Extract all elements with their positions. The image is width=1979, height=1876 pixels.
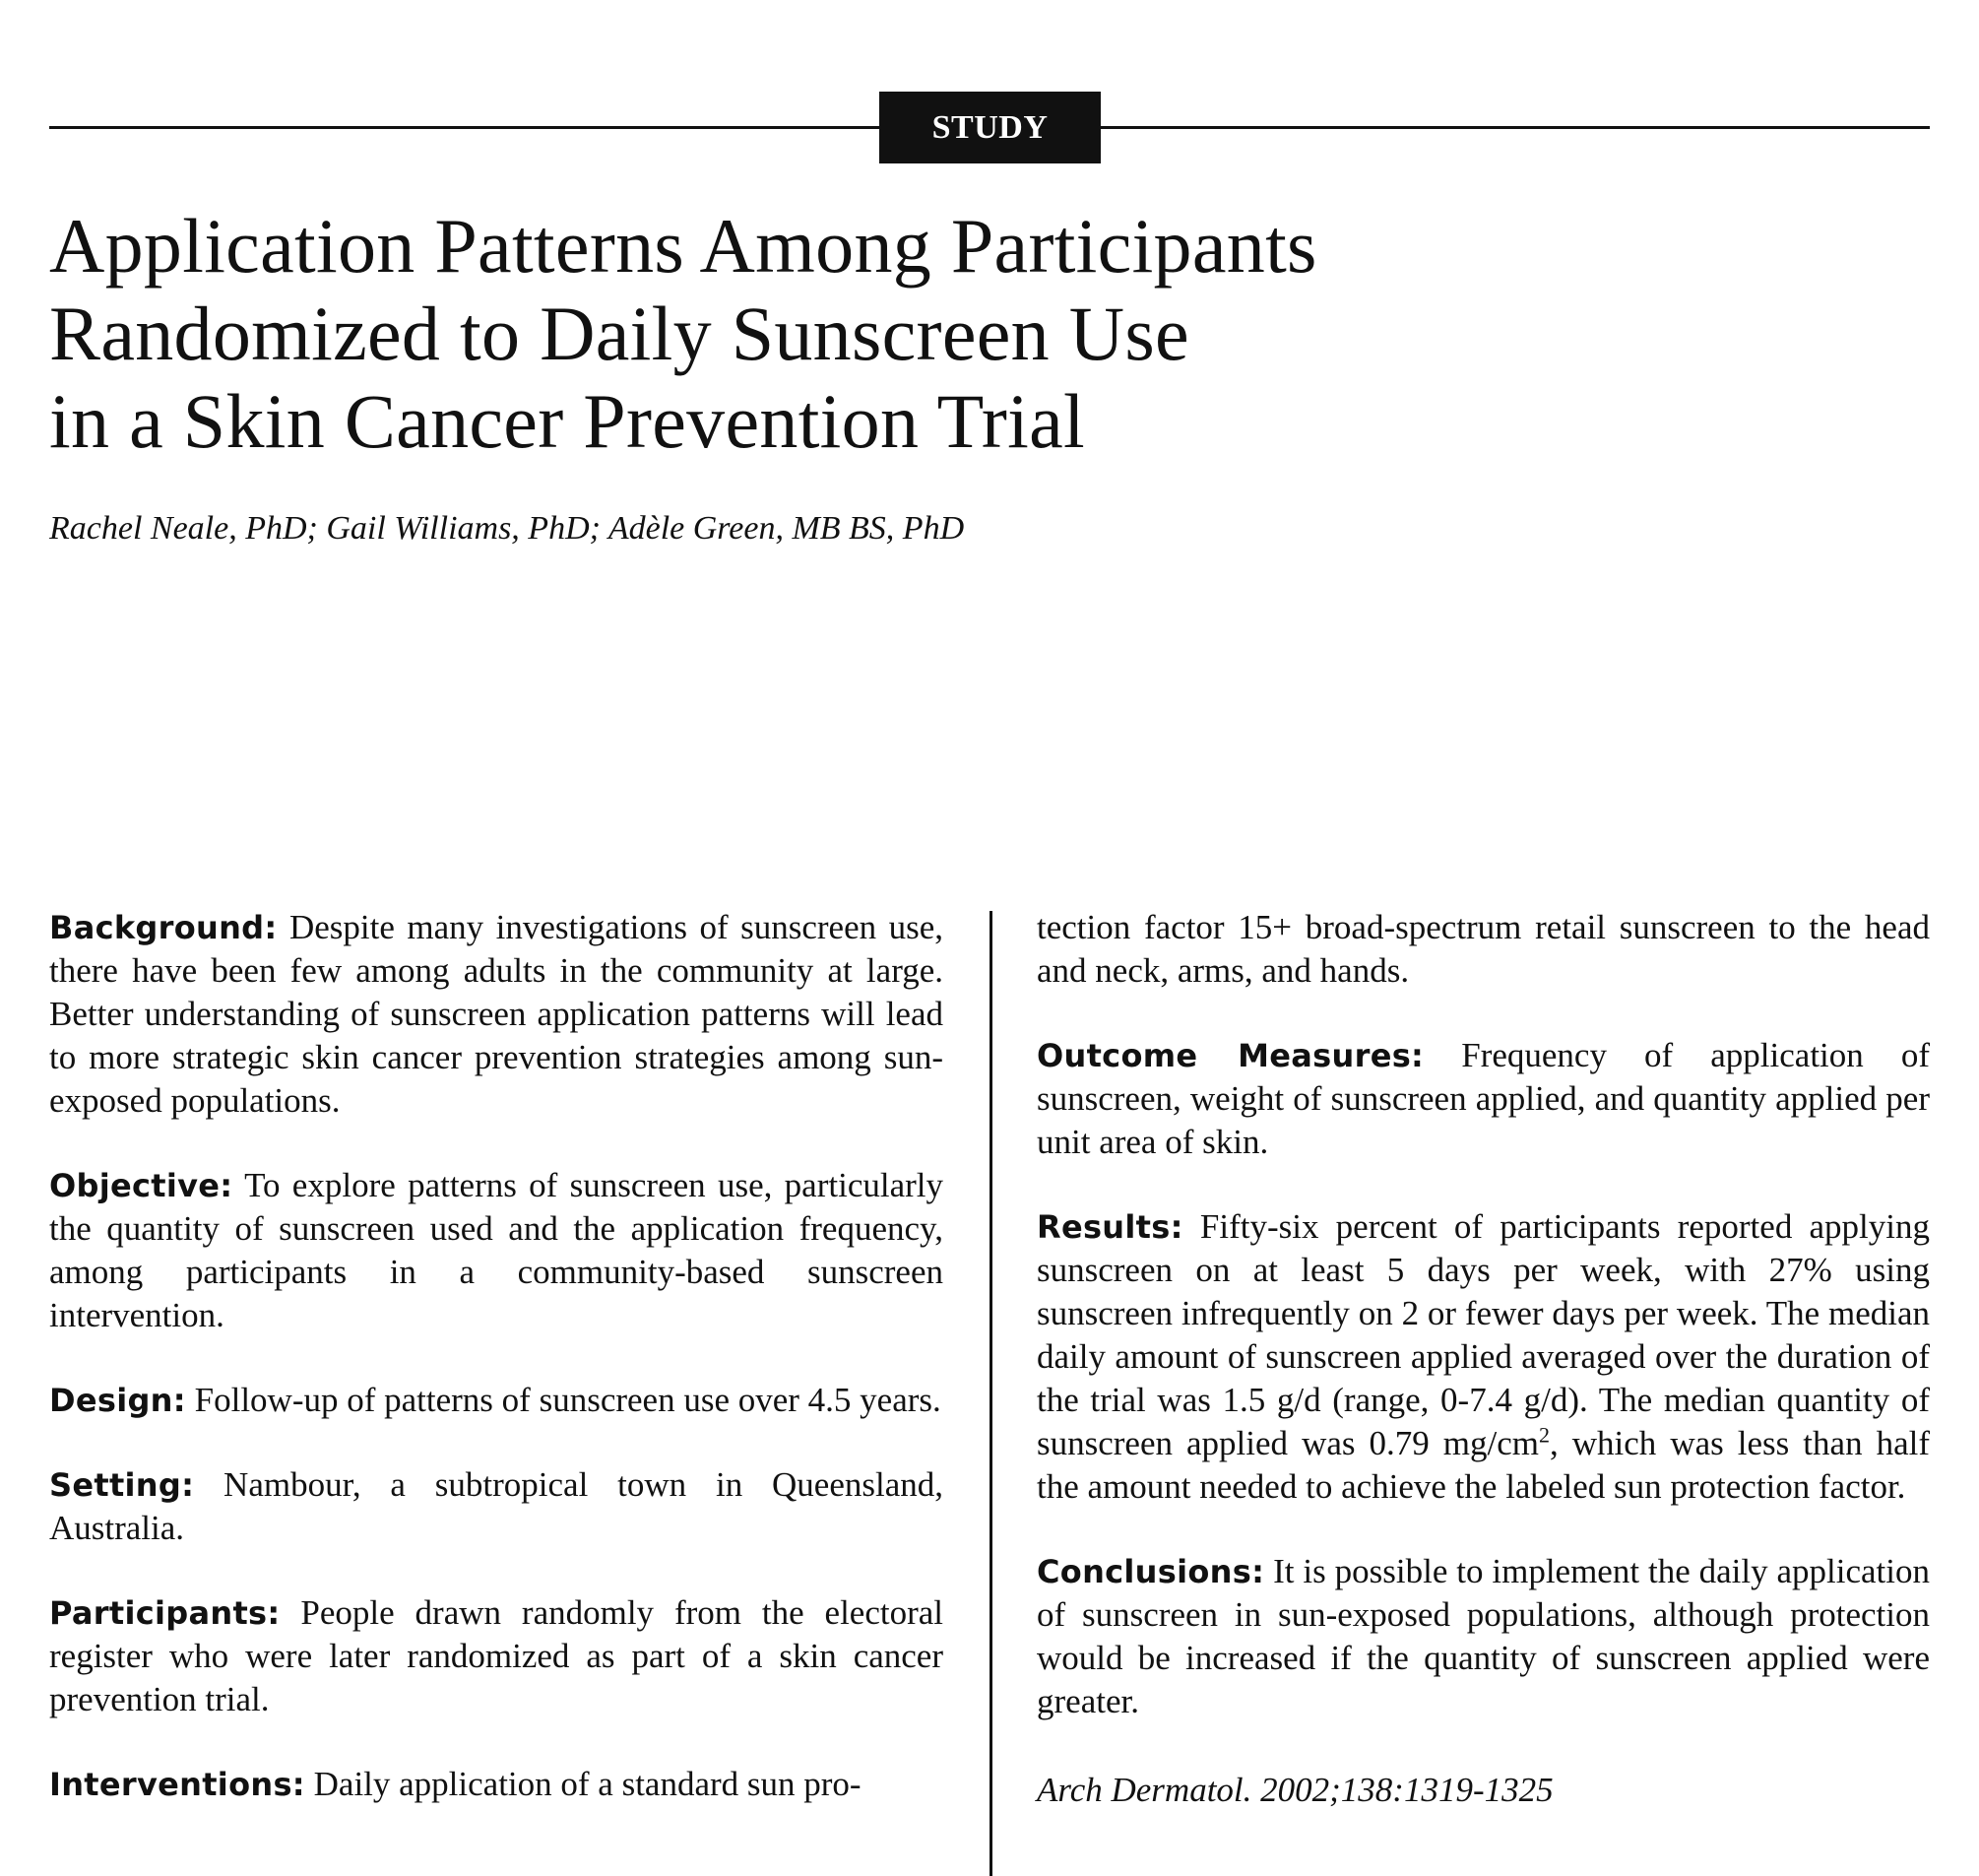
participants-label: Participants: [49,1594,281,1632]
interventions-continued-paragraph [1037,906,1930,993]
design-label: Design: [49,1382,186,1419]
author-list: Rachel Neale, PhD; Gail Williams, PhD; Adèle Green, MB BS, PhD [49,510,965,547]
background-paragraph [49,906,943,1123]
participants-paragraph [49,1591,943,1721]
objective-label: Objective: [49,1167,233,1204]
journal-citation: Arch Dermatol. 2002;138:1319-1325 [1037,1771,1554,1809]
title-line-3: in a Skin Cancer Prevention Trial [49,378,1085,464]
setting-label: Setting: [49,1466,195,1504]
results-paragraph [1037,1205,1930,1509]
abstract-right-column [1037,906,1930,1812]
title-line-1: Application Patterns Among Participants [49,203,1317,289]
results-text-end: , which was less than half the amount needed to achieve the labeled sun protection factor. [1037,1424,1931,1506]
outcome-measures-paragraph [1037,1034,1930,1164]
background-text: Despite many investigations of sunscreen use, there have been few among adults in the community at large. Better understanding of sunscreen application patterns will lead to more strategic skin cancer prevention strategies among sun-exposed populations. [49,908,944,1120]
results-superscript: 2 [1539,1422,1550,1448]
outcome-measures-text: Frequency of application of sunscreen, weight of sunscreen applied, and quantity applied per unit area of skin. [1037,1036,1930,1161]
abstract-left-column [49,906,943,1847]
design-paragraph [49,1379,943,1422]
article-title [49,202,1723,465]
background-label: Background: [49,909,278,946]
interventions-continued-text: tection factor 15+ broad-spectrum retail sunscreen to the head and neck, arms, and hands. [1037,908,1930,990]
setting-paragraph [49,1463,943,1550]
conclusions-paragraph [1037,1550,1930,1723]
outcome-measures-label: Outcome Measures: [1037,1037,1425,1074]
setting-text: Nambour, a subtropical town in Queensland, Australia. [49,1465,944,1547]
header-rule-right [1100,126,1930,129]
interventions-label: Interventions: [49,1766,305,1803]
interventions-text: Daily application of a standard sun pro- [313,1765,862,1803]
section-tag: STUDY [879,92,1101,163]
title-line-2: Randomized to Daily Sunscreen Use [49,291,1189,376]
conclusions-label: Conclusions: [1037,1553,1265,1590]
header-rule-left [49,126,881,129]
objective-paragraph [49,1164,943,1337]
objective-text: To explore patterns of sunscreen use, particularly the quantity of sunscreen used and the application frequency, among participants in a community-based sunscreen intervention. [49,1166,943,1334]
conclusions-text: It is possible to implement the daily application of sunscreen in sun-exposed populations, although protection would be increased if the quantity of sunscreen applied were greater. [1037,1552,1931,1720]
participants-text: People drawn randomly from the electoral register who were later randomized as part of a skin cancer prevention trial. [49,1593,944,1718]
results-text: Fifty-six percent of participants reported applying sunscreen on at least 5 days per week, with 27% using sunscreen infrequently on 2 or fewer days per week. The median daily amount of sunscreen applied averaged over the duration of the trial was 1.5 g/d (range, 0-7.4 g/d). The median quantity of sunscreen applied was 0.79 mg/cm [1037,1207,1931,1462]
interventions-paragraph [49,1763,943,1806]
results-label: Results: [1037,1208,1183,1246]
design-text: Follow-up of patterns of sunscreen use over 4.5 years. [194,1381,941,1419]
column-divider [990,911,992,1876]
